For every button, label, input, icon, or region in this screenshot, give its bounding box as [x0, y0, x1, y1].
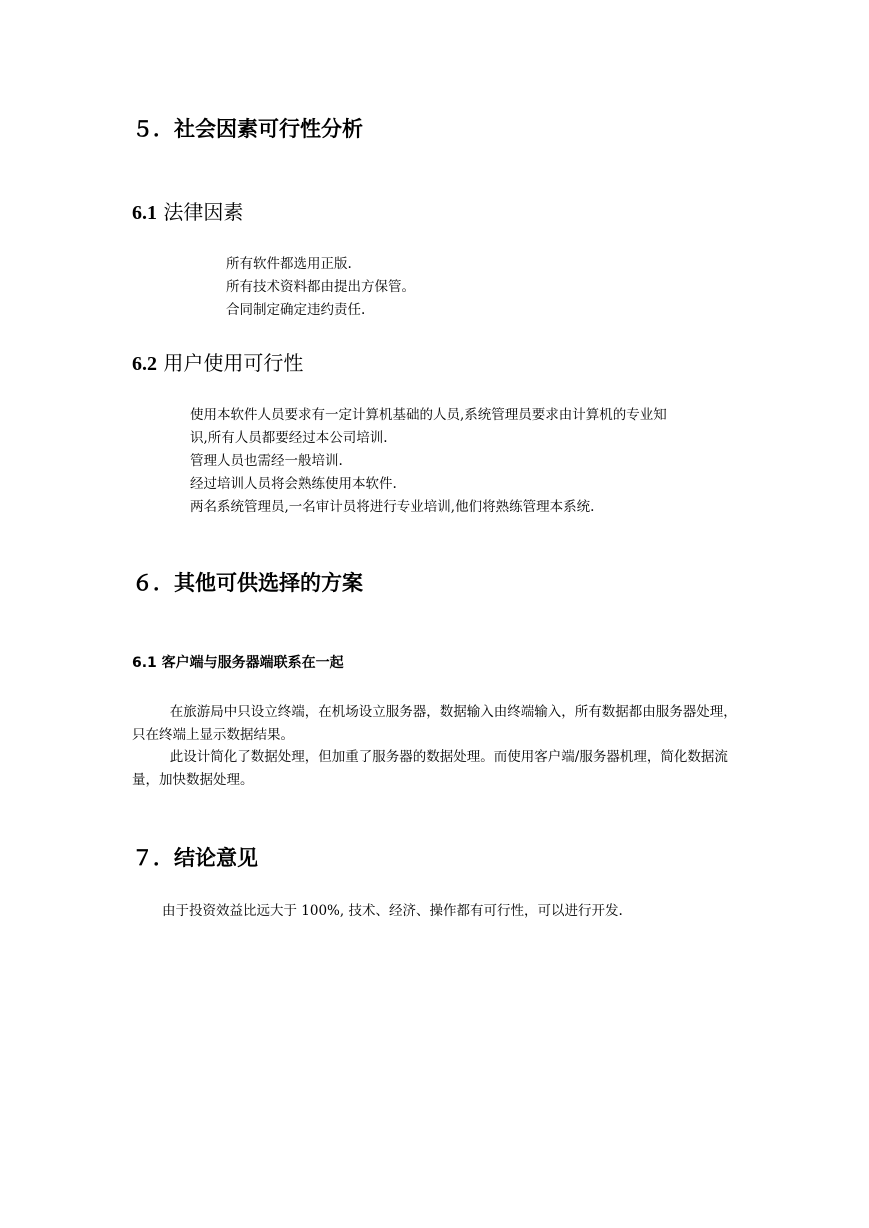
section-6-1-legal-heading [132, 199, 243, 226]
section-title: 用户使用可行性 [157, 351, 304, 375]
section-6-1-alternative-heading: 6.1 客户端与服务器端联系在一起 [132, 655, 344, 671]
section-5-heading: ５．社会因素可行性分析 [132, 117, 363, 141]
usability-line-2: 识,所有人员都要经过本公司培训. [190, 430, 388, 446]
legal-line-3: 合同制定确定违约责任. [226, 302, 366, 318]
usability-line-3: 管理人员也需经一般培训. [190, 453, 343, 469]
usability-line-4: 经过培训人员将会熟练使用本软件. [190, 476, 397, 492]
section-6-2-usability-heading [132, 350, 303, 377]
alternative-paragraph-1: 在旅游局中只设立终端，在机场设立服务器，数据输入由终端输入，所有数据都由服务器处理，只在终端上显示数据结果。 [132, 704, 737, 743]
section-number: 6.1 [132, 202, 157, 224]
section-title: 法律因素 [157, 200, 244, 224]
section-6-heading: ６．其他可供选择的方案 [132, 571, 363, 595]
section-number: 6.2 [132, 353, 157, 375]
alternative-paragraph-2: 此设计简化了数据处理，但加重了服务器的数据处理。而使用客户端/服务器机理，简化数据流量，加快数据处理。 [132, 749, 728, 788]
usability-line-5: 两名系统管理员,一名审计员将进行专业培训,他们将熟练管理本系统. [190, 499, 595, 515]
section-7-heading: ７．结论意见 [132, 846, 258, 870]
legal-line-2: 所有技术资料都由提出方保管。 [226, 279, 415, 295]
usability-line-1: 使用本软件人员要求有一定计算机基础的人员,系统管理员要求由计算机的专业知 [190, 407, 667, 423]
conclusion-text: 由于投资效益比远大于 100%, 技术、经济、操作都有可行性，可以进行开发. [162, 903, 623, 919]
legal-line-1: 所有软件都选用正版. [226, 256, 352, 272]
